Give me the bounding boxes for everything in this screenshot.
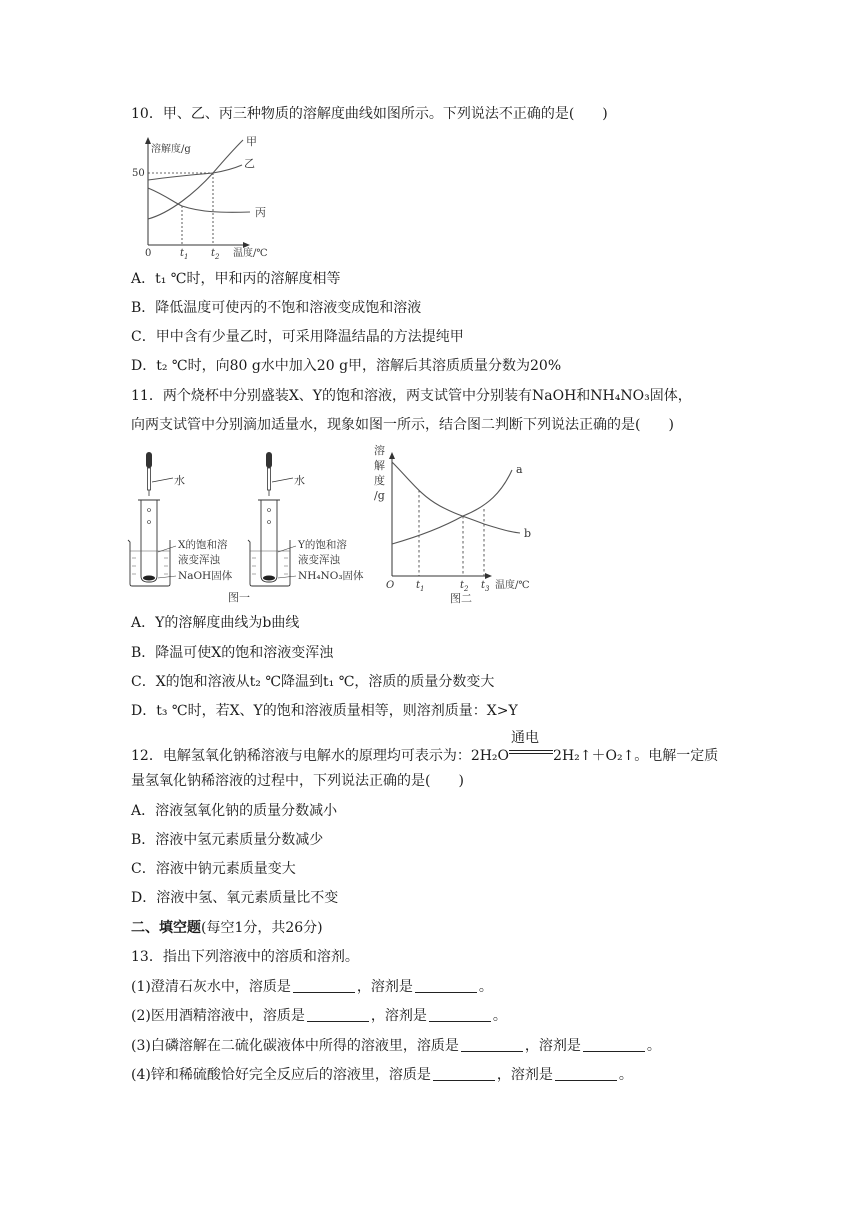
q12-stem-line1 bbox=[131, 730, 719, 766]
fig2-ylabel-1: 溶 bbox=[374, 444, 385, 457]
fig2-t3-label: $t_3$ bbox=[481, 580, 490, 593]
q10-curve-yi bbox=[148, 165, 242, 180]
fig2-t1-label: $t_1$ bbox=[416, 580, 425, 593]
q12-stem-line2: 量氢氧化钠稀溶液的过程中，下列说法正确的是( ) bbox=[131, 773, 464, 789]
q12-reaction-arrow bbox=[509, 730, 553, 760]
q10-option-a: A．t₁ ℃时，甲和丙的溶解度相等 bbox=[131, 271, 341, 287]
q10-option-b: B．降低温度可使丙的不饱和溶液变成饱和溶液 bbox=[131, 300, 422, 316]
figure-two-caption: 图二 bbox=[450, 592, 472, 605]
right-y-label-2: 液变浑浊 bbox=[298, 554, 340, 566]
fig2-t2-label: $t_2$ bbox=[460, 580, 469, 593]
q10-option-d: D．t₂ ℃时，向80 g水中加入20 g甲，溶解后其溶质质量分数为20% bbox=[131, 358, 562, 374]
fig2-ylabel-2: 解 bbox=[374, 459, 385, 472]
left-test-tube bbox=[141, 500, 157, 582]
answer-blank[interactable] bbox=[555, 1066, 617, 1081]
q10-y-arrow bbox=[145, 137, 151, 144]
q11-figure-one bbox=[128, 446, 368, 606]
q10-ylabel: 溶解度/g bbox=[151, 144, 191, 155]
answer-blank[interactable] bbox=[461, 1037, 523, 1052]
section2-heading bbox=[131, 918, 323, 938]
fig2-x-arrow bbox=[485, 573, 492, 579]
left-x-label-1: X的饱和溶 bbox=[178, 539, 228, 551]
q13-item-2: (2)医用酒精溶液中，溶质是 ，溶剂是 。 bbox=[131, 1008, 507, 1024]
q10-label-bing: 丙 bbox=[255, 206, 266, 219]
q10-solubility-chart bbox=[132, 133, 280, 263]
fig2-curve-b-label: b bbox=[524, 527, 532, 540]
q11-option-d: D．t₃ ℃时，若X、Y的饱和溶液质量相等，则溶剂质量：X>Y bbox=[131, 703, 518, 719]
right-dropper-tube bbox=[268, 468, 271, 490]
q13-item-3: (3)白磷溶解在二硫化碳液体中所得的溶液里，溶质是 ，溶剂是 。 bbox=[131, 1038, 661, 1054]
right-y-label-1: Y的饱和溶 bbox=[298, 539, 347, 551]
q10-stem: 10．甲、乙、丙三种物质的溶解度曲线如图所示。下列说法不正确的是( ) bbox=[131, 106, 608, 122]
section2-note: (每空1分，共26分) bbox=[201, 920, 323, 936]
q10-curve-bing bbox=[148, 188, 250, 212]
q10-y-tick: 50 bbox=[132, 168, 145, 179]
answer-blank[interactable] bbox=[429, 1007, 491, 1022]
q11-option-b: B．降温可使X的饱和溶液变浑浊 bbox=[131, 645, 334, 661]
q13-item-1: (1)澄清石灰水中，溶质是 ，溶剂是 。 bbox=[131, 979, 493, 995]
section2-title: 二、填空题 bbox=[131, 920, 201, 936]
q10-label-yi: 乙 bbox=[244, 157, 255, 170]
q10-t1-label: $t_1$ bbox=[180, 248, 189, 261]
left-dropper-tube bbox=[148, 468, 151, 490]
q11-option-c: C．X的饱和溶液从t₂ ℃降温到t₁ ℃，溶质的质量分数变大 bbox=[131, 674, 495, 690]
fig2-curve-b bbox=[392, 462, 520, 533]
left-water-label: 水 bbox=[174, 474, 185, 487]
fig2-ylabel-3: 度 bbox=[374, 474, 385, 487]
left-naoh-label: NaOH固体 bbox=[178, 570, 233, 582]
q12-condition: 通电 bbox=[511, 730, 540, 746]
right-water-label: 水 bbox=[294, 474, 305, 487]
q10-option-c: C．甲中含有少量乙时，可采用降温结晶的方法提纯甲 bbox=[131, 329, 464, 345]
left-setup bbox=[128, 452, 233, 586]
answer-blank[interactable] bbox=[293, 978, 355, 993]
q11-stem-line2: 向两支试管中分别滴加适量水，现象如图一所示，结合图二判断下列说法正确的是( ) bbox=[131, 417, 674, 433]
fig2-y-arrow bbox=[389, 452, 395, 459]
q13-item-4: (4)锌和稀硫酸恰好完全反应后的溶液里，溶质是 ，溶剂是 。 bbox=[131, 1067, 633, 1083]
answer-blank[interactable] bbox=[583, 1037, 645, 1052]
q11-stem-line1: 11．两个烧杯中分别盛装X、Y的饱和溶液，两支试管中分别装有NaOH和NH₄NO₃固体， bbox=[131, 388, 692, 404]
figure-one-caption: 图一 bbox=[228, 591, 250, 604]
q12-option-d: D．溶液中氢、氧元素质量比不变 bbox=[131, 890, 339, 906]
left-x-label-2: 液变浑浊 bbox=[178, 554, 220, 566]
fig2-ylabel-4: /g bbox=[374, 489, 385, 502]
q11-option-a: A．Y的溶解度曲线为b曲线 bbox=[131, 615, 300, 631]
fig2-origin: O bbox=[386, 580, 395, 591]
q12-option-b: B．溶液中氢元素质量分数减少 bbox=[131, 832, 324, 848]
q13-stem: 13．指出下列溶液中的溶质和溶剂。 bbox=[131, 949, 359, 965]
q12-option-a: A．溶液氢氧化钠的质量分数减小 bbox=[131, 803, 338, 819]
q12-option-c: C．溶液中钠元素质量变大 bbox=[131, 861, 296, 877]
q10-label-jia: 甲 bbox=[246, 135, 257, 148]
q11-figure-two-chart bbox=[370, 440, 545, 606]
fig2-xlabel: 温度/℃ bbox=[495, 580, 530, 591]
answer-blank[interactable] bbox=[307, 1007, 369, 1022]
left-dropper-bulb bbox=[146, 452, 152, 468]
answer-blank[interactable] bbox=[415, 978, 477, 993]
fig2-curve-a-label: a bbox=[516, 463, 523, 476]
q10-xlabel: 温度/℃ bbox=[233, 248, 268, 259]
answer-blank[interactable] bbox=[433, 1066, 495, 1081]
q12-stem-post: 2H₂↑＋O₂↑。电解一定质 bbox=[553, 748, 719, 764]
q12-stem-pre: 12．电解氢氧化钠稀溶液与电解水的原理均可表示为：2H₂O bbox=[131, 748, 510, 764]
right-dropper-bulb bbox=[266, 452, 272, 468]
q10-origin: 0 bbox=[145, 248, 152, 259]
right-test-tube bbox=[261, 500, 277, 582]
right-setup bbox=[248, 452, 364, 586]
right-nh4no3-label: NH₄NO₃固体 bbox=[298, 570, 364, 582]
q10-t2-label: $t_2$ bbox=[211, 248, 220, 261]
